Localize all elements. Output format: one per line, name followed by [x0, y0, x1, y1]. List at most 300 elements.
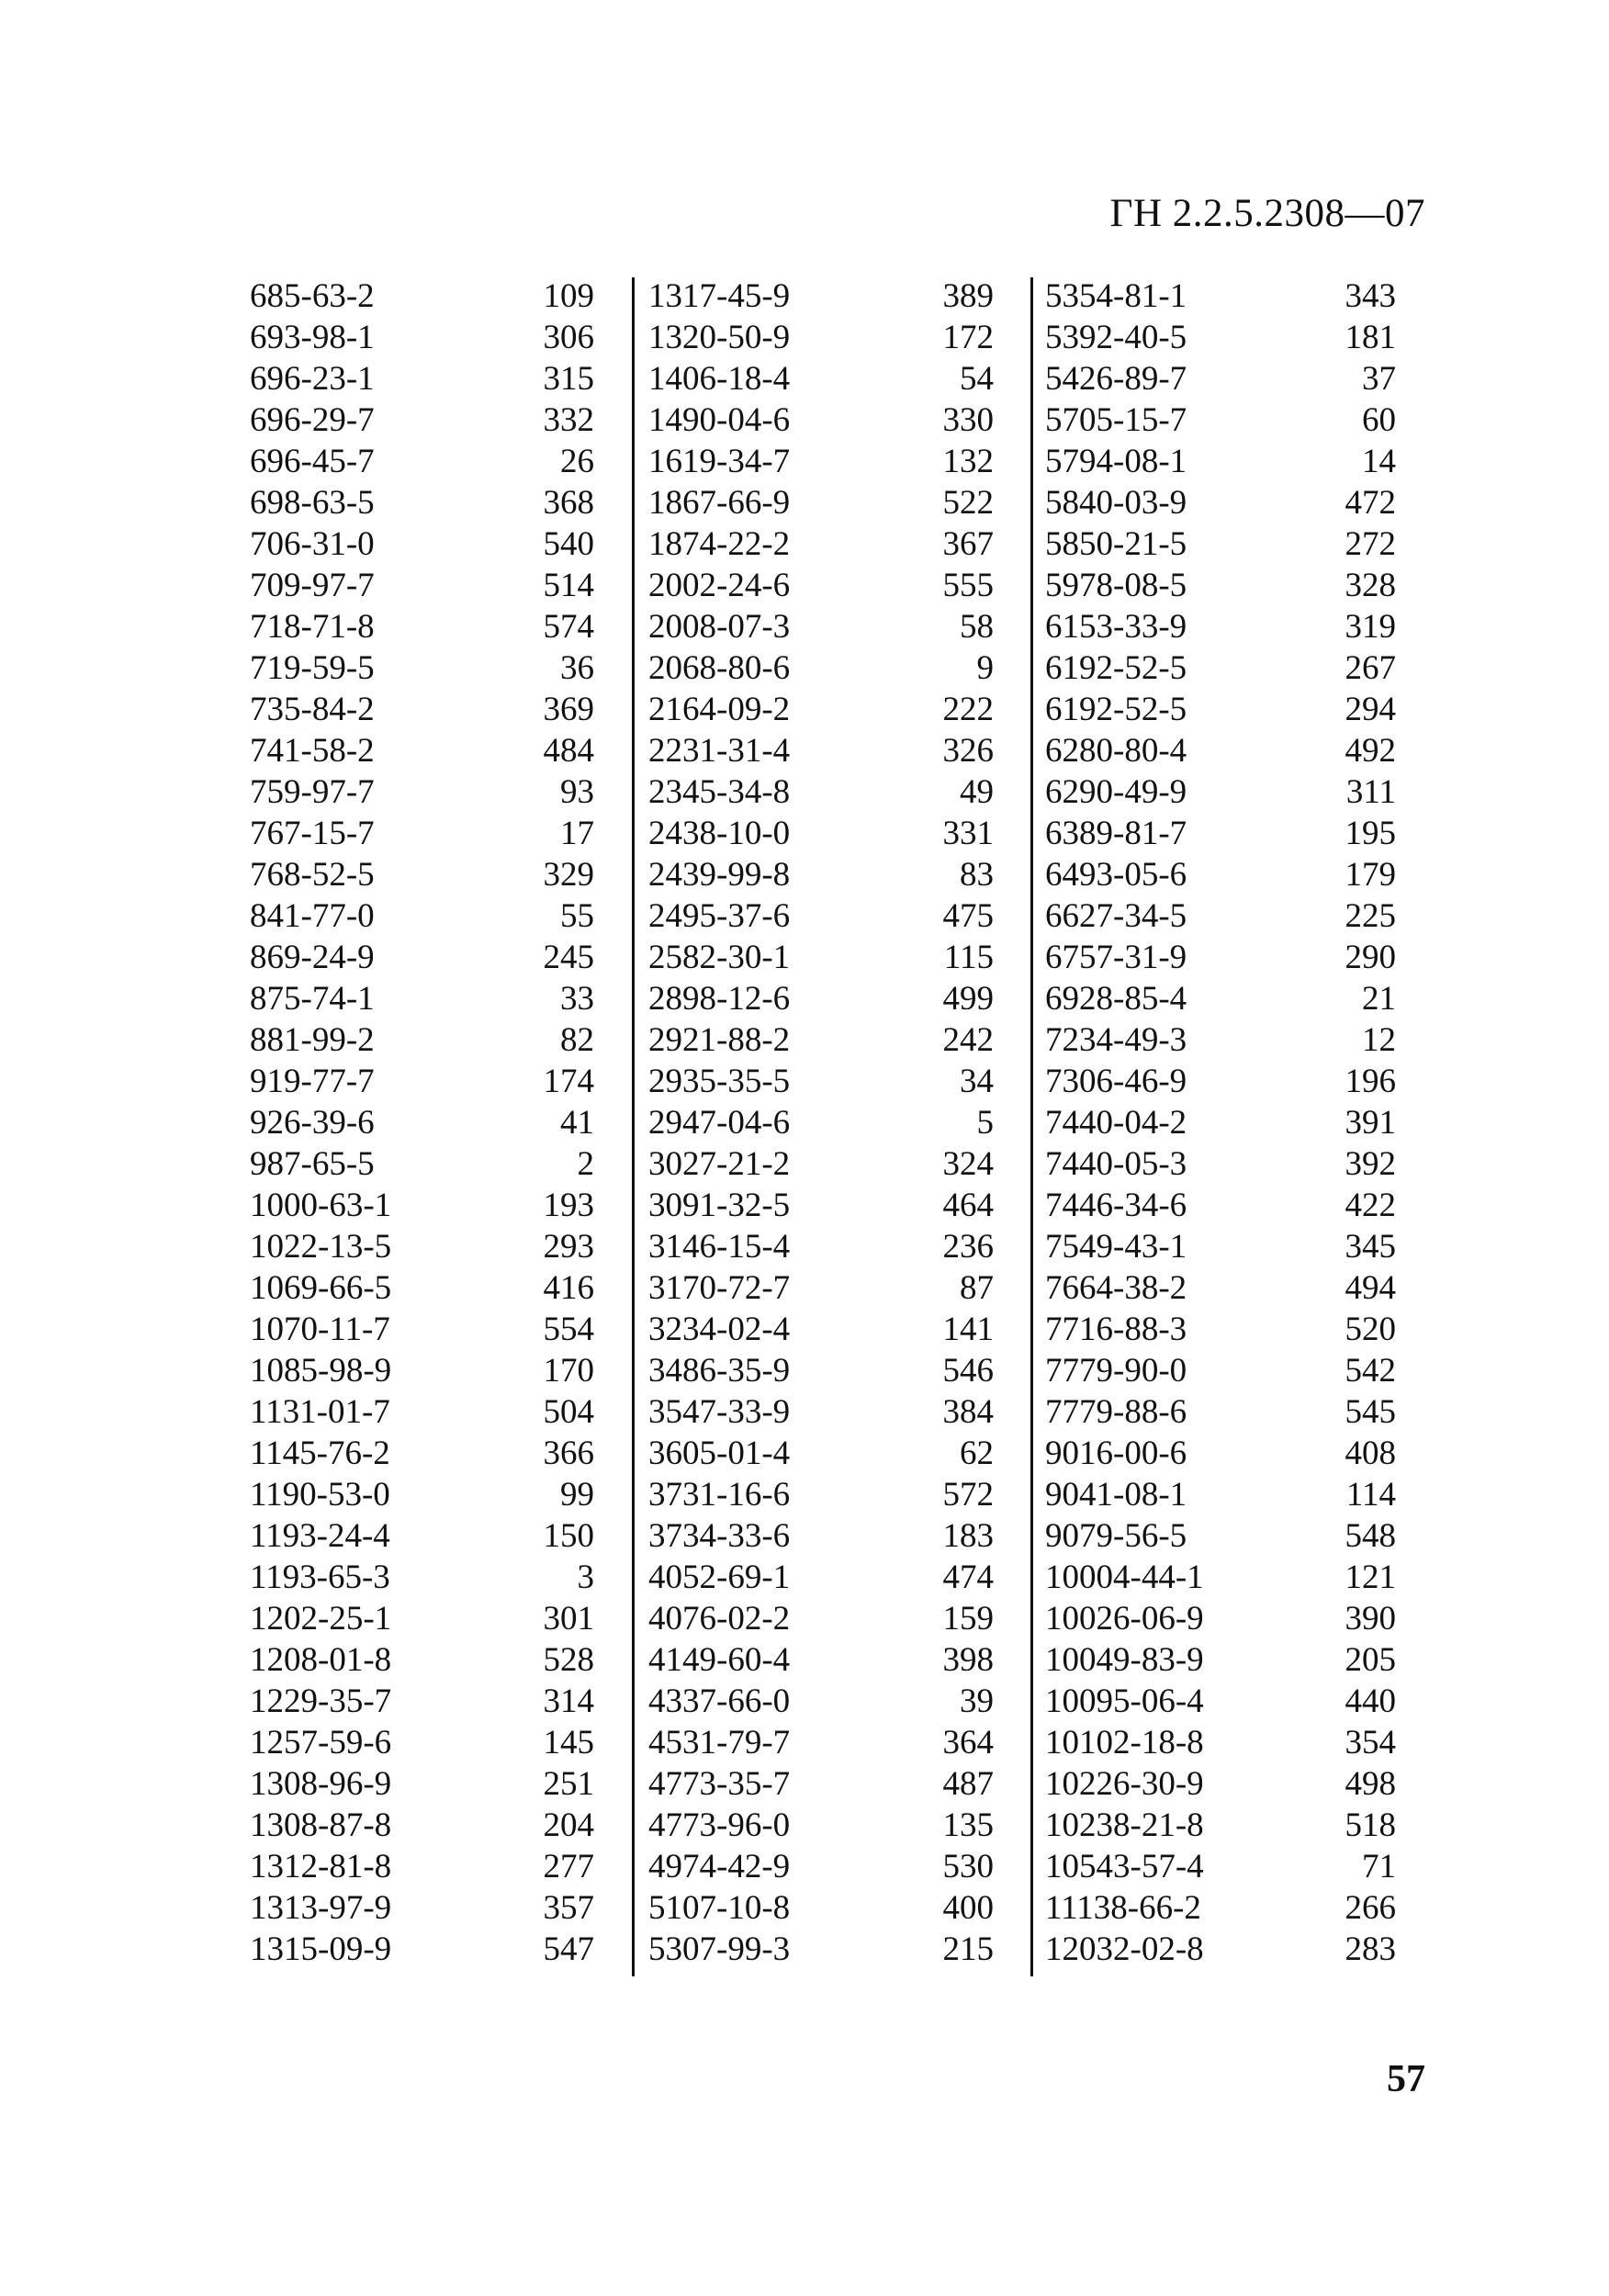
table-row	[1045, 771, 1396, 813]
cas-number: 10543-57-4	[1045, 1848, 1204, 1885]
substance-index-number: 204	[543, 1806, 594, 1844]
cas-number: 698-63-5	[250, 484, 375, 522]
cas-number: 5354-81-1	[1045, 277, 1187, 315]
table-row	[648, 1929, 994, 1970]
substance-index-number: 330	[942, 401, 994, 439]
table-row	[1045, 523, 1396, 565]
cas-number: 1406-18-4	[648, 360, 791, 398]
cas-number: 6290-49-9	[1045, 773, 1187, 811]
table-row	[250, 647, 594, 689]
substance-index-number: 181	[1345, 319, 1396, 356]
substance-index-number: 55	[560, 897, 594, 935]
cas-number: 7664-38-2	[1045, 1269, 1187, 1307]
substance-index-number: 54	[960, 360, 994, 398]
substance-index-number: 132	[942, 443, 994, 480]
table-row	[1045, 1929, 1396, 1970]
cas-number: 3027-21-2	[648, 1145, 791, 1183]
substance-index-number: 145	[543, 1724, 594, 1761]
cas-number: 4149-60-4	[648, 1641, 791, 1679]
substance-index-number: 183	[942, 1517, 994, 1555]
table-row	[250, 1309, 594, 1350]
cas-number: 6153-33-9	[1045, 608, 1187, 646]
table-row	[1045, 1722, 1396, 1763]
substance-index-number: 540	[543, 525, 594, 563]
cas-number: 1131-01-7	[250, 1393, 390, 1431]
cas-number: 9041-08-1	[1045, 1476, 1187, 1514]
cas-number: 706-31-0	[250, 525, 375, 563]
cas-number: 1190-53-0	[250, 1476, 390, 1514]
cas-number: 6757-31-9	[1045, 939, 1187, 976]
substance-index-number: 487	[942, 1765, 994, 1803]
substance-index-number: 266	[1345, 1889, 1396, 1927]
cas-number: 5705-15-7	[1045, 401, 1187, 439]
substance-index-number: 464	[942, 1187, 994, 1224]
table-row	[1045, 1887, 1396, 1929]
page-number: 57	[1387, 2058, 1425, 2100]
cas-number: 7779-88-6	[1045, 1393, 1187, 1431]
cas-number: 719-59-5	[250, 649, 375, 687]
substance-index-number: 49	[960, 773, 994, 811]
substance-index-number: 39	[960, 1683, 994, 1720]
table-row	[250, 813, 594, 854]
substance-index-number: 290	[1345, 939, 1396, 976]
substance-index-number: 384	[942, 1393, 994, 1431]
substance-index-number: 159	[942, 1600, 994, 1638]
table-row	[1045, 1474, 1396, 1515]
cas-number: 11138-66-2	[1045, 1889, 1201, 1927]
table-row	[250, 606, 594, 647]
cas-number: 696-29-7	[250, 401, 375, 439]
table-row	[648, 1515, 994, 1557]
substance-index-number: 306	[543, 319, 594, 356]
cas-number: 718-71-8	[250, 608, 375, 646]
table-row	[1045, 1846, 1396, 1887]
substance-index-number: 369	[543, 691, 594, 728]
table-row	[1045, 1763, 1396, 1805]
substance-index-number: 293	[543, 1228, 594, 1266]
substance-index-number: 474	[942, 1559, 994, 1596]
cas-number: 1193-24-4	[250, 1517, 390, 1555]
substance-index-number: 12	[1362, 1021, 1396, 1059]
cas-number: 759-97-7	[250, 773, 375, 811]
table-row	[1045, 482, 1396, 523]
cas-number: 6493-05-6	[1045, 856, 1187, 894]
substance-index-number: 225	[1345, 897, 1396, 935]
cas-number: 5850-21-5	[1045, 525, 1187, 563]
table-row	[250, 523, 594, 565]
cas-number: 3146-15-4	[648, 1228, 791, 1266]
cas-number: 6928-85-4	[1045, 980, 1187, 1018]
substance-index-number: 33	[560, 980, 594, 1018]
cas-number: 741-58-2	[250, 732, 375, 770]
table-row	[1045, 1433, 1396, 1474]
table-row	[250, 482, 594, 523]
substance-index-number: 115	[943, 939, 994, 976]
table-row	[648, 276, 994, 317]
table-row	[648, 523, 994, 565]
table-row	[250, 895, 594, 937]
table-row	[1045, 978, 1396, 1019]
table-row	[648, 978, 994, 1019]
table-row	[648, 1102, 994, 1143]
table-row	[648, 317, 994, 358]
cas-number: 4076-02-2	[648, 1600, 791, 1638]
table-row	[250, 771, 594, 813]
cas-number: 1193-65-3	[250, 1559, 390, 1596]
cas-number: 4773-35-7	[648, 1765, 791, 1803]
table-row	[648, 689, 994, 730]
substance-index-number: 389	[942, 277, 994, 315]
cas-number: 5107-10-8	[648, 1889, 791, 1927]
cas-number: 919-77-7	[250, 1063, 375, 1100]
cas-number: 987-65-5	[250, 1145, 375, 1183]
table-row	[648, 1350, 994, 1391]
table-row	[1045, 1226, 1396, 1267]
table-row	[250, 854, 594, 895]
cas-number: 696-23-1	[250, 360, 375, 398]
table-row	[648, 482, 994, 523]
substance-index-number: 390	[1345, 1600, 1396, 1638]
cas-number: 767-15-7	[250, 815, 375, 852]
cas-number: 1070-11-7	[250, 1311, 390, 1348]
substance-index-number: 62	[960, 1435, 994, 1472]
table-row	[648, 1019, 994, 1061]
cas-number: 2164-09-2	[648, 691, 791, 728]
cas-number: 5840-03-9	[1045, 484, 1187, 522]
table-row	[1045, 1598, 1396, 1639]
table-row	[250, 1805, 594, 1846]
cas-number: 1867-66-9	[648, 484, 791, 522]
substance-index-number: 400	[942, 1889, 994, 1927]
substance-index-number: 554	[543, 1311, 594, 1348]
cas-number: 7306-46-9	[1045, 1063, 1187, 1100]
substance-index-number: 416	[543, 1269, 594, 1307]
document-code-header: ГН 2.2.5.2308—07	[1109, 192, 1425, 235]
cas-number: 2008-07-3	[648, 608, 791, 646]
substance-index-number: 99	[560, 1476, 594, 1514]
table-row	[1045, 1185, 1396, 1226]
substance-index-number: 357	[543, 1889, 594, 1927]
cas-number: 2439-99-8	[648, 856, 791, 894]
substance-index-number: 41	[560, 1104, 594, 1142]
table-row	[250, 1061, 594, 1102]
substance-index-number: 498	[1345, 1765, 1396, 1803]
table-row	[648, 937, 994, 978]
table-row	[1045, 1515, 1396, 1557]
cas-number: 3734-33-6	[648, 1517, 791, 1555]
table-row	[250, 1019, 594, 1061]
table-row	[1045, 1639, 1396, 1681]
substance-index-number: 315	[543, 360, 594, 398]
substance-index-number: 195	[1345, 815, 1396, 852]
substance-index-number: 301	[543, 1600, 594, 1638]
substance-index-number: 277	[543, 1848, 594, 1885]
substance-index-number: 328	[1345, 567, 1396, 604]
table-row	[250, 1887, 594, 1929]
table-row	[648, 1391, 994, 1433]
cas-number: 12032-02-8	[1045, 1930, 1204, 1968]
table-row	[648, 1185, 994, 1226]
cas-number: 10026-06-9	[1045, 1600, 1204, 1638]
substance-index-number: 205	[1345, 1641, 1396, 1679]
substance-index-number: 354	[1345, 1724, 1396, 1761]
table-row	[250, 358, 594, 400]
cas-number: 1320-50-9	[648, 319, 791, 356]
table-row	[648, 1722, 994, 1763]
table-row	[250, 1226, 594, 1267]
cas-number: 1085-98-9	[250, 1352, 392, 1390]
substance-index-number: 484	[543, 732, 594, 770]
substance-index-number: 520	[1345, 1311, 1396, 1348]
table-row	[1045, 813, 1396, 854]
table-row	[250, 1929, 594, 1970]
table-row	[1045, 1143, 1396, 1185]
substance-index-number: 71	[1362, 1848, 1396, 1885]
cas-number: 3605-01-4	[648, 1435, 791, 1472]
cas-number: 1202-25-1	[250, 1600, 392, 1638]
cas-number: 6627-34-5	[1045, 897, 1187, 935]
table-row	[648, 1846, 994, 1887]
substance-index-number: 109	[543, 277, 594, 315]
cas-number: 10049-83-9	[1045, 1641, 1204, 1679]
substance-index-number: 17	[560, 815, 594, 852]
cas-number: 2231-31-4	[648, 732, 791, 770]
cas-number: 1000-63-1	[250, 1187, 392, 1224]
substance-index-number: 37	[1362, 360, 1396, 398]
cas-number: 2947-04-6	[648, 1104, 791, 1142]
cas-number: 2345-34-8	[648, 773, 791, 811]
table-row	[648, 730, 994, 771]
cas-number: 4974-42-9	[648, 1848, 791, 1885]
table-row	[1045, 276, 1396, 317]
cas-number: 1257-59-6	[250, 1724, 392, 1761]
table-row	[1045, 1681, 1396, 1722]
cas-number: 6192-52-5	[1045, 649, 1187, 687]
table-row	[1045, 1102, 1396, 1143]
substance-index-number: 332	[543, 401, 594, 439]
table-row	[1045, 730, 1396, 771]
index-column-1	[250, 276, 594, 1970]
substance-index-number: 492	[1345, 732, 1396, 770]
table-row	[648, 1474, 994, 1515]
substance-index-number: 326	[942, 732, 994, 770]
substance-index-number: 398	[942, 1641, 994, 1679]
cas-number: 875-74-1	[250, 980, 375, 1018]
substance-index-number: 366	[543, 1435, 594, 1472]
cas-number: 7440-04-2	[1045, 1104, 1187, 1142]
table-row	[250, 1391, 594, 1433]
substance-index-number: 514	[543, 567, 594, 604]
substance-index-number: 494	[1345, 1269, 1396, 1307]
substance-index-number: 251	[543, 1765, 594, 1803]
substance-index-number: 555	[942, 567, 994, 604]
cas-number: 869-24-9	[250, 939, 375, 976]
cas-number: 5794-08-1	[1045, 443, 1187, 480]
table-row	[648, 1763, 994, 1805]
substance-index-number: 3	[577, 1559, 594, 1596]
table-row	[1045, 895, 1396, 937]
table-row	[250, 1515, 594, 1557]
substance-index-number: 135	[942, 1806, 994, 1844]
substance-index-number: 574	[543, 608, 594, 646]
table-row	[250, 1267, 594, 1309]
substance-index-number: 87	[960, 1269, 994, 1307]
table-row	[1045, 1019, 1396, 1061]
cas-number: 685-63-2	[250, 277, 375, 315]
table-row	[250, 730, 594, 771]
substance-index-number: 58	[960, 608, 994, 646]
table-row	[250, 1681, 594, 1722]
table-row	[648, 1309, 994, 1350]
table-row	[648, 1887, 994, 1929]
cas-number: 10226-30-9	[1045, 1765, 1204, 1803]
cas-number: 1315-09-9	[250, 1930, 392, 1968]
substance-index-number: 331	[942, 815, 994, 852]
index-column-2	[648, 276, 994, 1970]
substance-index-number: 60	[1362, 401, 1396, 439]
table-row	[648, 358, 994, 400]
table-row	[648, 1061, 994, 1102]
cas-number: 7446-34-6	[1045, 1187, 1187, 1224]
cas-number: 7716-88-3	[1045, 1311, 1187, 1348]
table-row	[250, 1102, 594, 1143]
cas-number: 5392-40-5	[1045, 319, 1187, 356]
table-row	[648, 1681, 994, 1722]
cas-number: 1312-81-8	[250, 1848, 392, 1885]
substance-index-number: 172	[942, 319, 994, 356]
table-row	[648, 606, 994, 647]
cas-number: 1022-13-5	[250, 1228, 392, 1266]
cas-number: 1308-87-8	[250, 1806, 392, 1844]
cas-number: 3547-33-9	[648, 1393, 791, 1431]
cas-number: 841-77-0	[250, 897, 375, 935]
substance-index-number: 215	[942, 1930, 994, 1968]
cas-number: 4337-66-0	[648, 1683, 791, 1720]
table-row	[648, 1639, 994, 1681]
substance-index-number: 499	[942, 980, 994, 1018]
cas-number: 1619-34-7	[648, 443, 791, 480]
substance-index-number: 542	[1345, 1352, 1396, 1390]
substance-index-number: 314	[543, 1683, 594, 1720]
table-row	[250, 1350, 594, 1391]
table-row	[1045, 1267, 1396, 1309]
substance-index-number: 548	[1345, 1517, 1396, 1555]
table-row	[648, 1598, 994, 1639]
cas-number: 2898-12-6	[648, 980, 791, 1018]
substance-index-number: 114	[1345, 1476, 1396, 1514]
cas-number: 2068-80-6	[648, 649, 791, 687]
table-row	[648, 895, 994, 937]
table-row	[250, 1143, 594, 1185]
table-row	[1045, 441, 1396, 482]
cas-number: 9079-56-5	[1045, 1517, 1187, 1555]
substance-index-number: 547	[543, 1930, 594, 1968]
table-row	[1045, 606, 1396, 647]
substance-index-number: 14	[1362, 443, 1396, 480]
column-divider	[632, 277, 635, 1976]
substance-index-number: 267	[1345, 649, 1396, 687]
substance-index-number: 472	[1345, 484, 1396, 522]
cas-number: 768-52-5	[250, 856, 375, 894]
substance-index-number: 367	[942, 525, 994, 563]
table-row	[648, 441, 994, 482]
substance-index-number: 150	[543, 1517, 594, 1555]
cas-number: 10102-18-8	[1045, 1724, 1204, 1761]
cas-number: 7440-05-3	[1045, 1145, 1187, 1183]
substance-index-number: 422	[1345, 1187, 1396, 1224]
cas-number: 1317-45-9	[648, 277, 791, 315]
cas-number: 3731-16-6	[648, 1476, 791, 1514]
table-row	[648, 647, 994, 689]
substance-index-number: 545	[1345, 1393, 1396, 1431]
cas-number: 7779-90-0	[1045, 1352, 1187, 1390]
table-row	[250, 1185, 594, 1226]
substance-index-number: 345	[1345, 1228, 1396, 1266]
table-row	[250, 937, 594, 978]
substance-index-number: 546	[942, 1352, 994, 1390]
substance-index-number: 572	[942, 1476, 994, 1514]
cas-number: 6389-81-7	[1045, 815, 1187, 852]
table-row	[648, 1557, 994, 1598]
substance-index-number: 391	[1345, 1104, 1396, 1142]
table-row	[250, 978, 594, 1019]
cas-number: 5978-08-5	[1045, 567, 1187, 604]
cas-number: 2935-35-5	[648, 1063, 791, 1100]
table-row	[1045, 1350, 1396, 1391]
cas-number: 2438-10-0	[648, 815, 791, 852]
substance-index-number: 504	[543, 1393, 594, 1431]
table-row	[1045, 1391, 1396, 1433]
substance-index-number: 9	[976, 649, 994, 687]
substance-index-number: 522	[942, 484, 994, 522]
substance-index-number: 93	[560, 773, 594, 811]
cas-number: 926-39-6	[250, 1104, 375, 1142]
table-row	[250, 400, 594, 441]
cas-number: 1145-76-2	[250, 1435, 390, 1472]
cas-number: 1069-66-5	[250, 1269, 392, 1307]
cas-number: 10095-06-4	[1045, 1683, 1204, 1720]
table-row	[648, 813, 994, 854]
table-row	[1045, 854, 1396, 895]
table-row	[250, 1722, 594, 1763]
table-row	[648, 1226, 994, 1267]
cas-number: 9016-00-6	[1045, 1435, 1187, 1472]
cas-number: 881-99-2	[250, 1021, 375, 1059]
cas-number: 1229-35-7	[250, 1683, 392, 1720]
substance-index-number: 283	[1345, 1930, 1396, 1968]
table-row	[1045, 317, 1396, 358]
substance-index-number: 236	[942, 1228, 994, 1266]
substance-index-number: 324	[942, 1145, 994, 1183]
table-row	[250, 317, 594, 358]
substance-index-number: 368	[543, 484, 594, 522]
substance-index-number: 408	[1345, 1435, 1396, 1472]
table-row	[250, 565, 594, 606]
substance-index-number: 196	[1345, 1063, 1396, 1100]
substance-index-number: 2	[577, 1145, 594, 1183]
cas-number: 1490-04-6	[648, 401, 791, 439]
cas-number: 4773-96-0	[648, 1806, 791, 1844]
table-row	[648, 1805, 994, 1846]
cas-number: 2495-37-6	[648, 897, 791, 935]
table-row	[648, 400, 994, 441]
cas-number: 3091-32-5	[648, 1187, 791, 1224]
table-row	[1045, 1061, 1396, 1102]
cas-number: 10238-21-8	[1045, 1806, 1204, 1844]
table-row	[250, 689, 594, 730]
table-row	[1045, 1309, 1396, 1350]
table-row	[250, 1763, 594, 1805]
